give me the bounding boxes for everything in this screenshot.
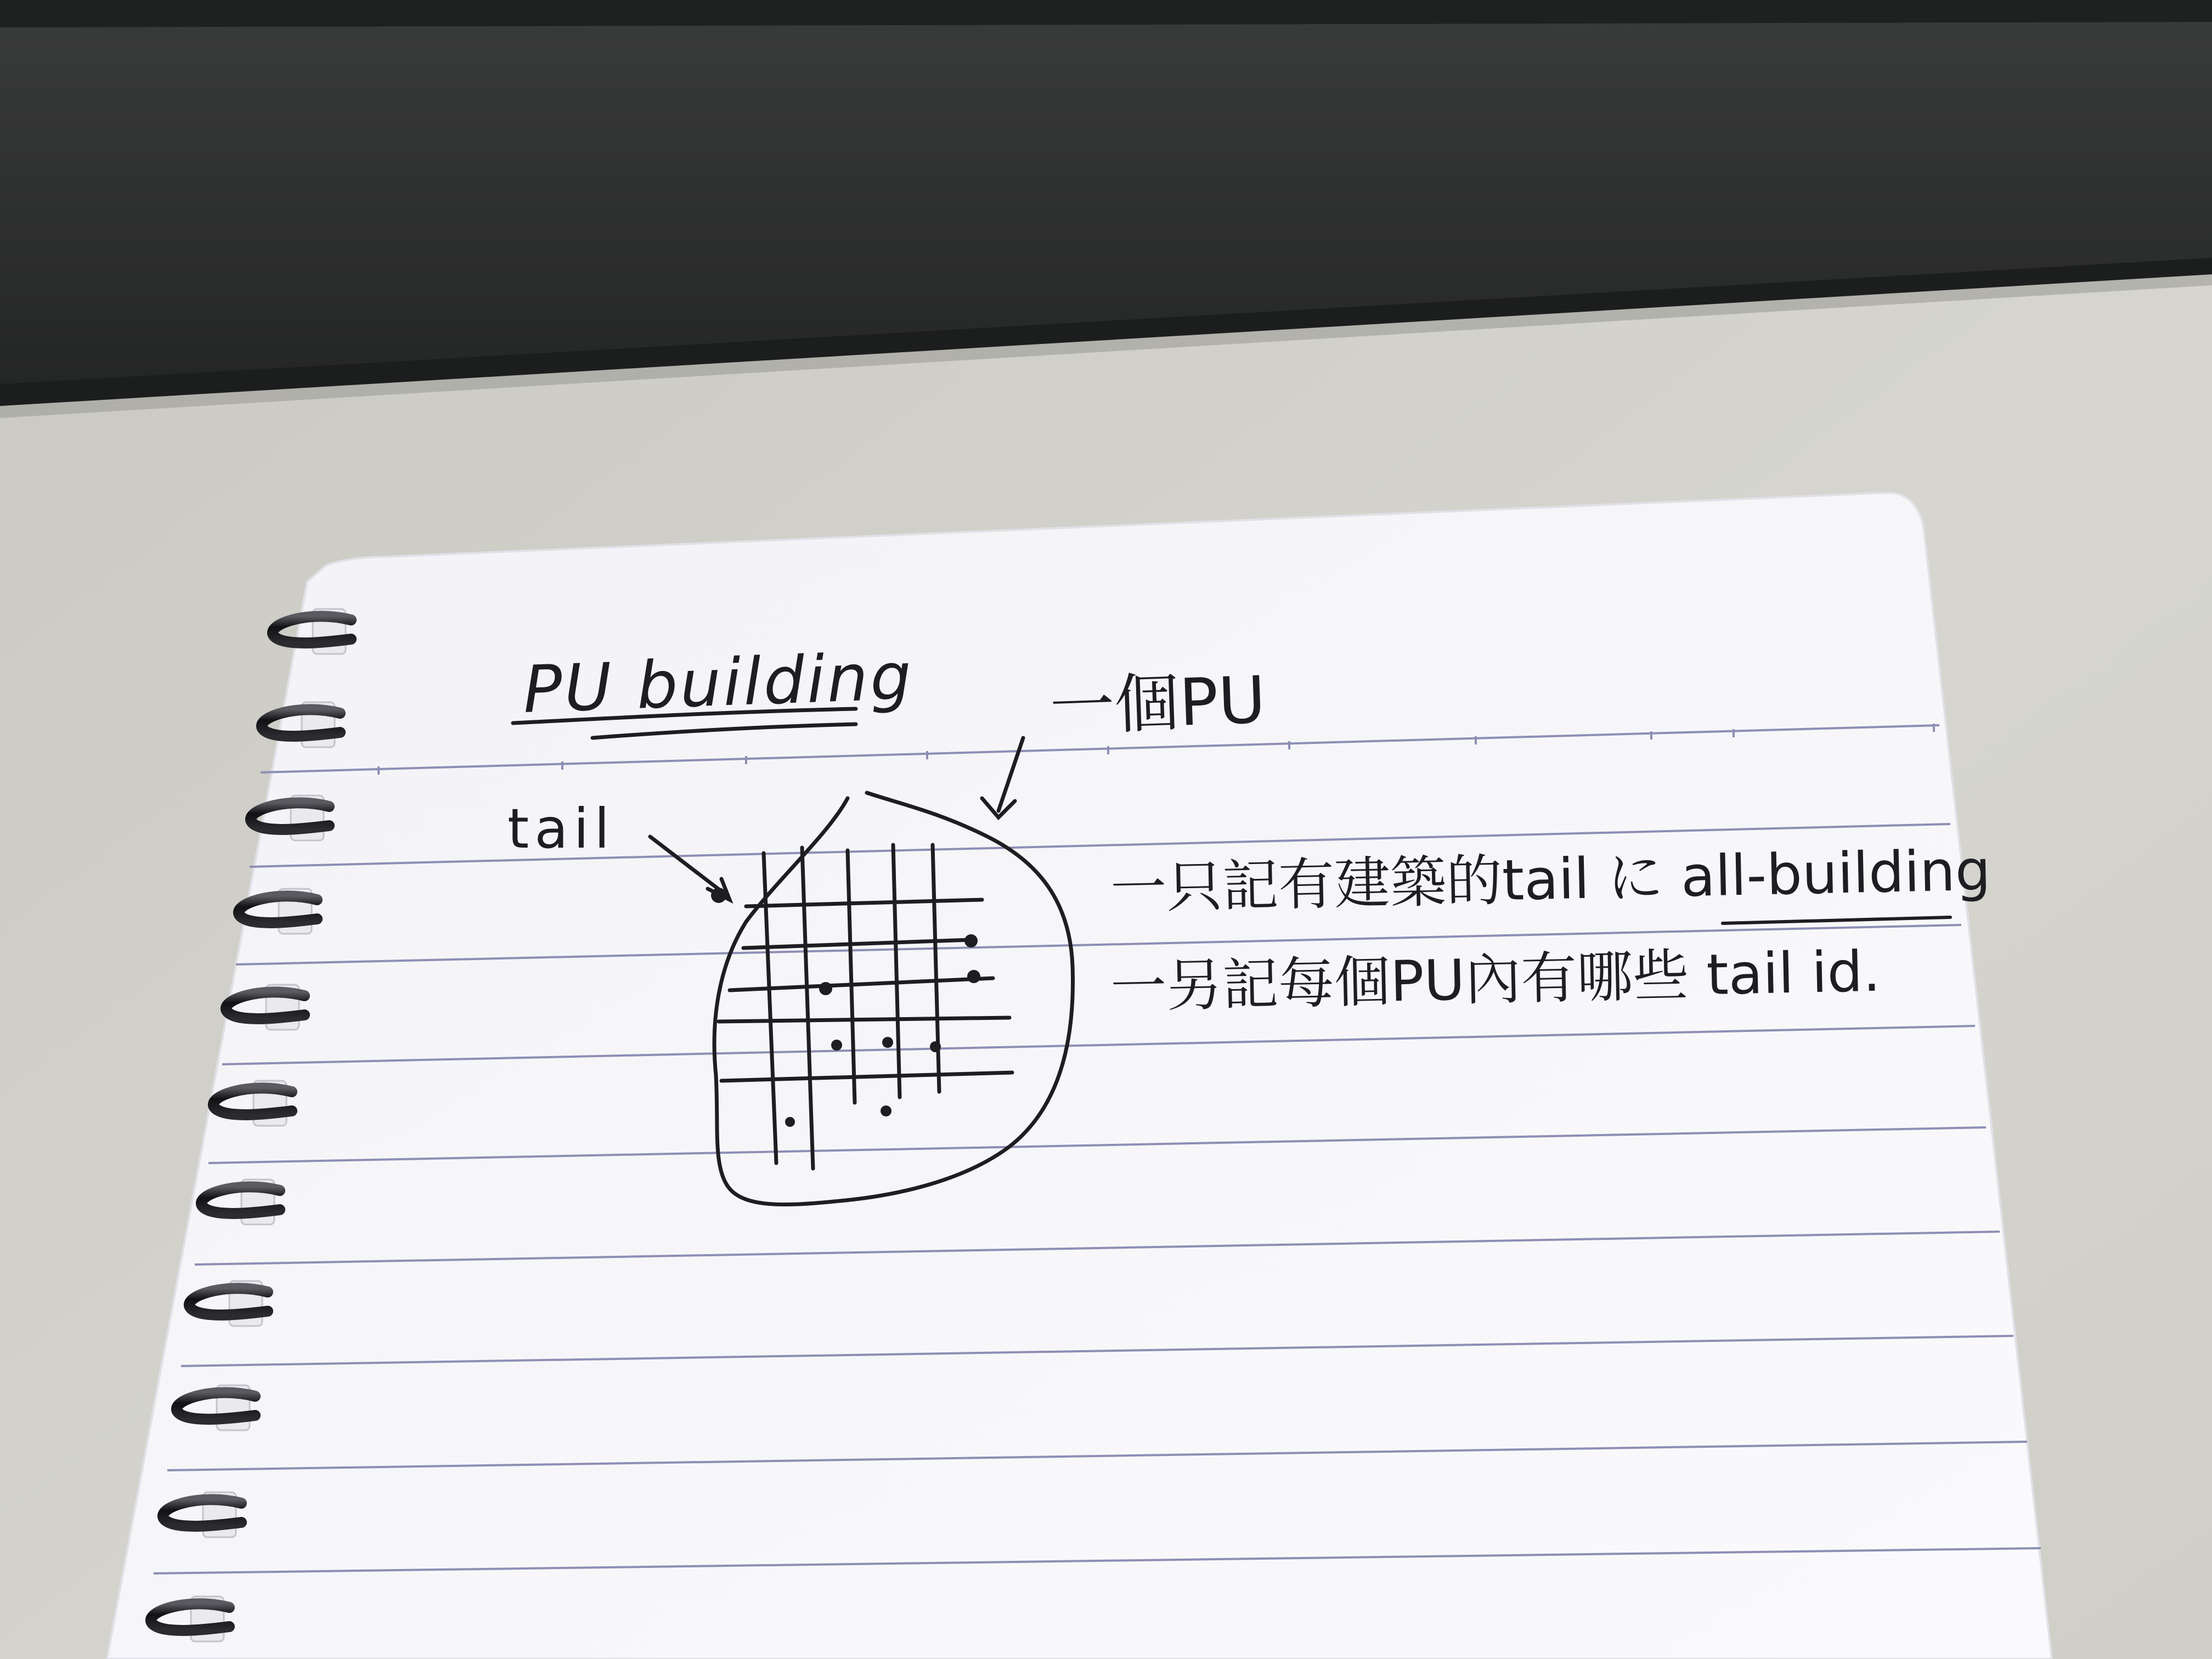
building-dot [967,970,980,983]
building-dot [881,1105,891,1116]
notebook-page [107,493,2052,1659]
building-dot [964,934,978,947]
note-line-1: 一只記有建築的tail に all-building [1110,838,1991,922]
building-dot [711,888,726,903]
note-line-2: 一另記每個PU內有哪些 tail id. [1110,939,1881,1020]
building-dot [882,1037,893,1048]
building-dot [819,982,832,995]
building-dot [831,1040,842,1051]
label-tail: tail [507,797,616,861]
building-dot [785,1117,795,1127]
note-title: PU building [522,638,915,727]
building-dot [930,1041,941,1052]
label-pu: 一個PU [1048,662,1267,745]
